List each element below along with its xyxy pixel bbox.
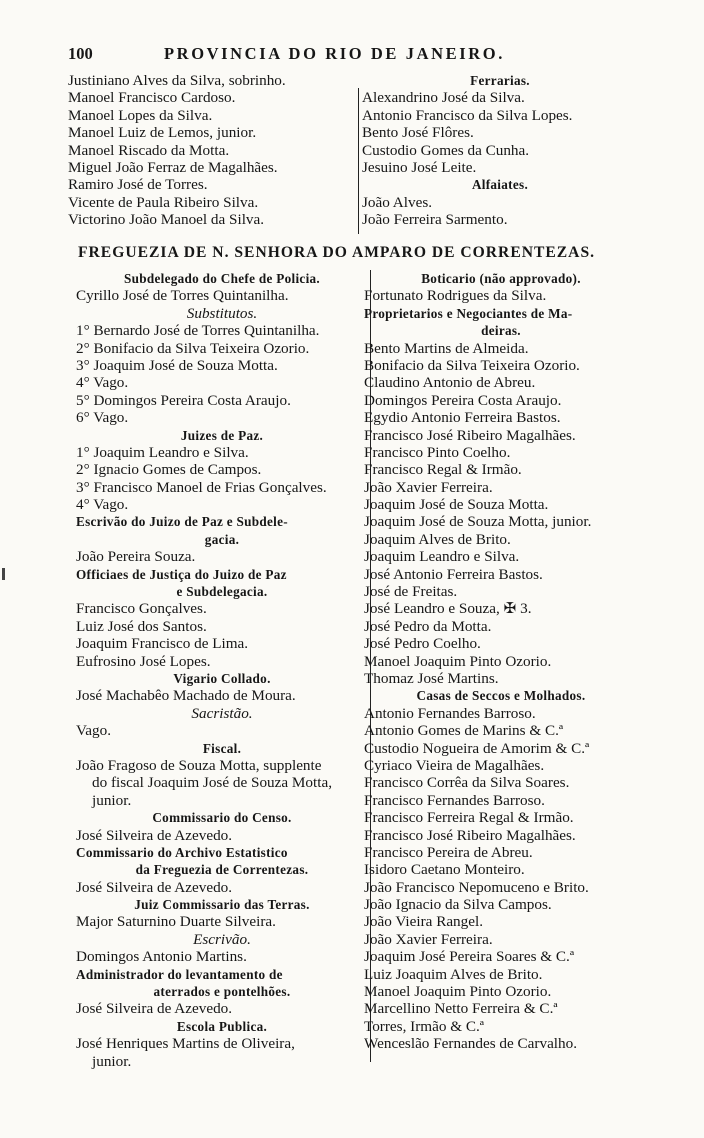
list-item: Joaquim Leandro e Silva.: [364, 548, 520, 566]
list-item: Antonio Francisco da Silva Lopes.: [362, 106, 573, 124]
list-item: Thomaz José Martins.: [364, 669, 499, 687]
list-item: 1° Bernardo José de Torres Quintanilha.: [76, 322, 320, 340]
list-item: Luiz José dos Santos.: [76, 617, 207, 635]
list-item-cont: junior.: [92, 1052, 132, 1070]
list-item: 4° Vago.: [76, 496, 129, 514]
list-item: Vicente de Paula Ribeiro Silva.: [68, 193, 259, 211]
list-item: José Antonio Ferreira Bastos.: [364, 565, 543, 583]
list-item-cont: do fiscal Joaquim José de Souza Motta,: [92, 774, 333, 792]
list-item: 2° Bonifacio da Silva Teixeira Ozorio.: [76, 339, 310, 357]
censo-heading: Commissario do Censo.: [152, 810, 292, 826]
list-item: Bento Martins de Almeida.: [364, 339, 529, 357]
list-item: João Ignacio da Silva Campos.: [364, 896, 552, 914]
list-item: José Silveira de Azevedo.: [76, 878, 233, 896]
list-item: Francisco Regal & Irmão.: [364, 461, 522, 479]
list-item: Francisco Gonçalves.: [76, 600, 207, 618]
list-item: 3° Joaquim José de Souza Motta.: [76, 356, 278, 374]
top-left-list: [68, 72, 354, 229]
list-item: Ramiro José de Torres.: [68, 176, 208, 194]
substitutos-heading: Substitutos.: [186, 304, 258, 322]
list-item: José Machabêo Machado de Moura.: [76, 687, 296, 705]
officiaes-heading: Officiaes de Justiça do Juizo de Paz: [76, 566, 287, 582]
list-item: Wenceslão Fernandes de Carvalho.: [364, 1035, 578, 1053]
list-item: Manoel Joaquim Pinto Ozorio.: [364, 983, 552, 1001]
archivo-heading: Commissario do Archivo Estatistico: [76, 844, 288, 860]
list-item: Joaquim Francisco de Lima.: [76, 635, 249, 653]
list-item: Cyriaco Vieira de Magalhães.: [364, 756, 545, 774]
list-item: Justiniano Alves da Silva, sobrinho.: [68, 72, 286, 89]
list-item: José Leandro e Souza, ✠ 3.: [364, 600, 532, 618]
list-item: João Xavier Ferreira.: [364, 478, 493, 496]
list-item: Joaquim José de Souza Motta, junior.: [364, 513, 592, 531]
boticario-heading: Boticario (não approvado).: [421, 271, 581, 286]
binding-mark: [2, 568, 5, 580]
list-item: João Francisco Nepomuceno e Brito.: [364, 878, 589, 896]
list-item: Antonio Gomes de Marins & C.ª: [364, 722, 564, 740]
page-number: 100: [68, 44, 93, 63]
list-item: José Pedro da Motta.: [364, 617, 492, 635]
list-item: Torres, Irmão & C.ª: [364, 1017, 484, 1035]
alfaiates-heading: Alfaiates.: [471, 177, 529, 193]
sacristao-heading: Sacristão.: [191, 704, 253, 722]
list-item: 6° Vago.: [76, 409, 129, 427]
list-item: Domingos Pereira Costa Araujo.: [364, 391, 562, 409]
left-column: [76, 270, 368, 1070]
list-item: José Henriques Martins de Oliveira,: [76, 1035, 295, 1053]
list-item: Major Saturnino Duarte Silveira.: [76, 913, 276, 931]
list-item: 3° Francisco Manoel de Frias Gonçalves.: [76, 478, 327, 496]
list-item: Manoel Francisco Cardoso.: [68, 89, 236, 107]
list-item: João Pereira Souza.: [76, 548, 196, 566]
list-item: Manoel Luiz de Lemos, junior.: [68, 124, 257, 142]
list-item: Eufrosino José Lopes.: [76, 652, 211, 670]
list-item: Manoel Riscado da Motta.: [68, 141, 230, 159]
list-item: José Silveira de Azevedo.: [76, 826, 233, 844]
list-item: 5° Domingos Pereira Costa Araujo.: [76, 391, 291, 409]
list-item: 1° Joaquim Leandro e Silva.: [76, 443, 249, 461]
list-item: Victorino João Manoel da Silva.: [68, 211, 265, 229]
list-item: Fortunato Rodrigues da Silva.: [364, 287, 547, 305]
list-item: Joaquim José Pereira Soares & C.ª: [364, 948, 575, 966]
list-item: Manoel Lopes da Silva.: [68, 106, 213, 124]
list-item: José Silveira de Azevedo.: [76, 1000, 233, 1018]
proprietarios-heading-cont: deiras.: [481, 323, 521, 339]
list-item: Miguel João Ferraz de Magalhães.: [68, 158, 278, 176]
proprietarios-heading: Proprietarios e Negociantes de Ma-: [364, 305, 573, 321]
list-item: Francisco José Ribeiro Magalhães.: [364, 426, 576, 444]
list-item: Cyrillo José de Torres Quintanilha.: [76, 287, 289, 305]
list-item: Francisco Fernandes Barroso.: [364, 791, 545, 809]
section-title: FREGUEZIA DE N. SENHORA DO AMPARO DE CORRENTEZAS.: [78, 244, 596, 261]
list-item: Claudino Antonio de Abreu.: [364, 374, 536, 392]
vigario-heading: Vigario Collado.: [173, 670, 271, 686]
list-item-cont: junior.: [92, 791, 132, 809]
list-item: João Ferreira Sarmento.: [362, 211, 508, 229]
list-item: Jesuino José Leite.: [362, 158, 477, 176]
list-item: Domingos Antonio Martins.: [76, 948, 247, 966]
subdelegado-heading: Subdelegado do Chefe de Policia.: [123, 271, 321, 286]
list-item: 4° Vago.: [76, 374, 129, 392]
officiaes-heading-cont: e Subdelegacia.: [176, 584, 268, 600]
seccos-heading: Casas de Seccos e Molhados.: [416, 688, 586, 704]
list-item: Custodio Gomes da Cunha.: [362, 141, 530, 159]
list-item: Bonifacio da Silva Teixeira Ozorio.: [364, 356, 580, 374]
terras-heading: Juiz Commissario das Terras.: [134, 897, 310, 913]
right-column: [364, 270, 638, 1053]
list-item: Isidoro Caetano Monteiro.: [364, 861, 525, 879]
administrador-heading-cont: aterrados e pontelhões.: [153, 984, 291, 1000]
list-item: Egydio Antonio Ferreira Bastos.: [364, 409, 561, 427]
list-item: José de Freitas.: [364, 583, 458, 601]
escola-heading: Escola Publica.: [176, 1018, 268, 1034]
list-item: João Alves.: [362, 193, 433, 211]
list-item: Francisco Ferreira Regal & Irmão.: [364, 809, 574, 827]
list-item: Francisco Pereira de Abreu.: [364, 843, 533, 861]
running-header: [68, 44, 628, 68]
list-item: Bento José Flôres.: [362, 124, 474, 142]
list-item: Custodio Nogueira de Amorim & C.ª: [364, 739, 590, 757]
escrivao-heading-cont: gacia.: [204, 531, 240, 547]
list-item: Joaquim Alves de Brito.: [364, 530, 511, 548]
list-item: Antonio Fernandes Barroso.: [364, 704, 536, 722]
list-item: José Pedro Coelho.: [364, 635, 481, 653]
list-item: Marcellino Netto Ferreira & C.ª: [364, 1000, 558, 1018]
list-item: Francisco José Ribeiro Magalhães.: [364, 826, 576, 844]
archivo-heading-cont: da Freguezia de Correntezas.: [135, 862, 309, 878]
list-item: Alexandrino José da Silva.: [362, 89, 525, 107]
list-item: Francisco Corrêa da Silva Soares.: [364, 774, 570, 792]
fiscal-heading: Fiscal.: [202, 740, 242, 756]
ferrarias-heading: Ferrarias.: [470, 73, 530, 88]
list-item: João Fragoso de Souza Motta, supplente: [76, 756, 322, 774]
list-item: Joaquim José de Souza Motta.: [364, 496, 549, 514]
juizes-heading: Juizes de Paz.: [180, 427, 264, 443]
list-item: Francisco Pinto Coelho.: [364, 443, 511, 461]
list-item: Vago.: [76, 722, 112, 740]
escrivao-heading: Escrivão do Juizo de Paz e Subdele-: [76, 514, 288, 530]
page-title: PROVINCIA DO RIO DE JANEIRO.: [164, 44, 505, 63]
list-item: Luiz Joaquim Alves de Brito.: [364, 965, 543, 983]
list-item: João Vieira Rangel.: [364, 913, 484, 931]
list-item: Manoel Joaquim Pinto Ozorio.: [364, 652, 552, 670]
top-right-list: [362, 72, 638, 229]
administrador-heading: Administrador do levantamento de: [76, 966, 283, 982]
column-rule-top: [358, 88, 359, 234]
list-item: João Xavier Ferreira.: [364, 930, 493, 948]
list-item: 2° Ignacio Gomes de Campos.: [76, 461, 262, 479]
terras-escrivao-heading: Escrivão.: [193, 930, 251, 948]
